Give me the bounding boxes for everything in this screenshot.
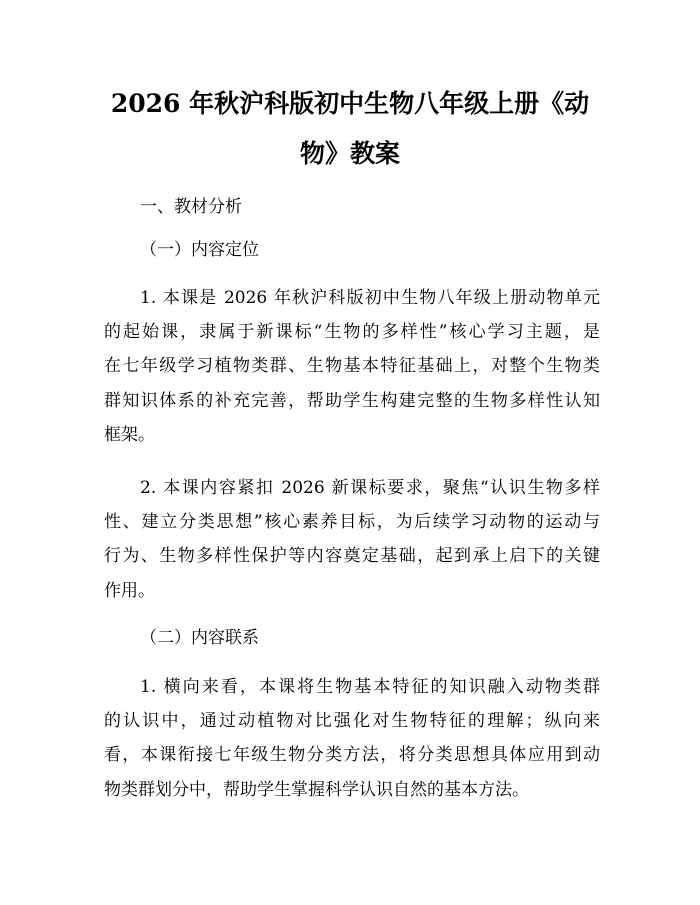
paragraph-line: 作用。 bbox=[104, 581, 155, 601]
paragraph-line: 的认识中，通过动植物对比强化对生物特征的理解；纵向来 bbox=[104, 711, 600, 731]
paragraph-line: 的起始课，隶属于新课标“生物的多样性”核心学习主题，是 bbox=[104, 322, 600, 342]
title-line-1: 2026 年秋沪科版初中生物八年级上册《动 bbox=[110, 89, 590, 118]
paragraph-line: 框架。 bbox=[104, 425, 155, 445]
paragraph-line: 1. 本课是 2026 年秋沪科版初中生物八年级上册动物单元 bbox=[140, 288, 600, 308]
paragraph-line: 性、建立分类思想”核心素养目标，为后续学习动物的运动与 bbox=[104, 512, 600, 532]
title-line-2: 物》教案 bbox=[299, 139, 400, 168]
paragraph-line: 看，本课衔接七年级生物分类方法，将分类思想具体应用到动 bbox=[104, 745, 600, 765]
subsection-heading: （一）内容定位 bbox=[140, 240, 259, 260]
section-heading: 一、教材分析 bbox=[140, 197, 242, 217]
paragraph-line: 1. 横向来看，本课将生物基本特征的知识融入动物类群 bbox=[140, 677, 600, 697]
paragraph-line: 行为、生物多样性保护等内容奠定基础，起到承上启下的关键 bbox=[104, 546, 600, 566]
paragraph-line: 物类群划分中，帮助学生掌握科学认识自然的基本方法。 bbox=[104, 780, 529, 800]
subsection-heading: （二）内容联系 bbox=[140, 628, 259, 648]
paragraph-line: 2. 本课内容紧扣 2026 新课标要求，聚焦“认识生物多样 bbox=[140, 478, 600, 498]
paragraph-line: 在七年级学习植物类群、生物基本特征基础上，对整个生物类 bbox=[104, 356, 600, 376]
paragraph-line: 群知识体系的补充完善，帮助学生构建完整的生物多样性认知 bbox=[104, 391, 600, 411]
document-title bbox=[104, 79, 596, 179]
